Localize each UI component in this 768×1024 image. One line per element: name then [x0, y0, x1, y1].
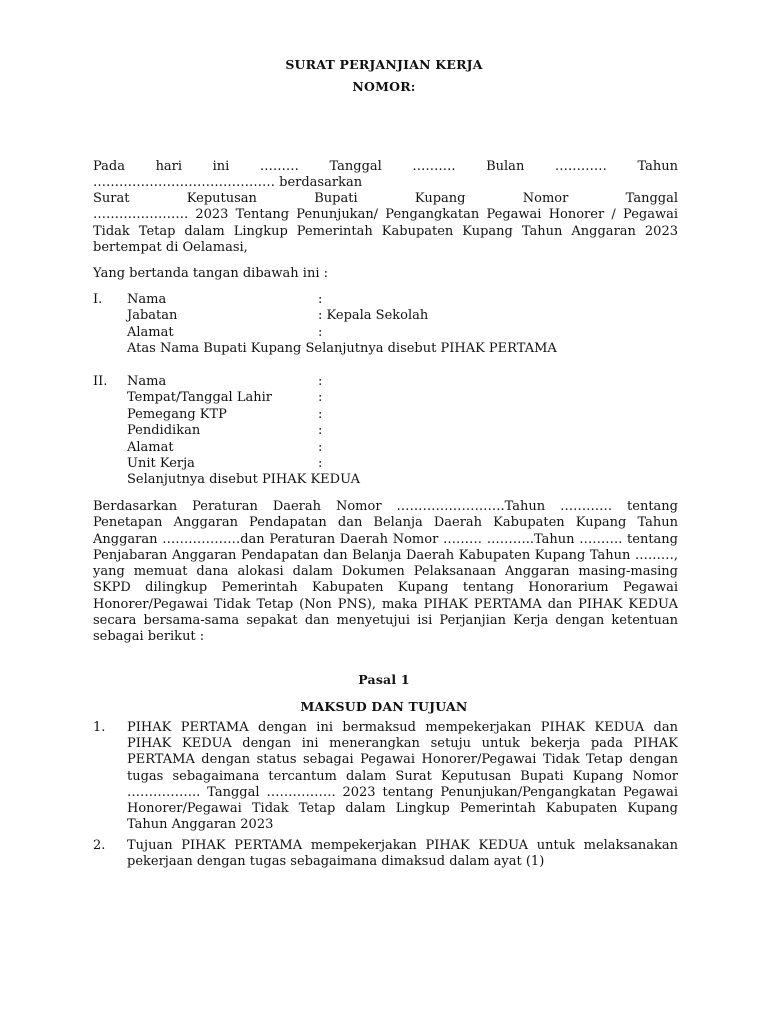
party-one-name-value: :	[318, 292, 323, 307]
article-item-2-number: 2.	[93, 838, 106, 853]
party-two-closing: Selanjutnya disebut PIHAK KEDUA	[127, 472, 361, 487]
party-two-ktp-label: Pemegang KTP	[127, 407, 227, 422]
party-one-address-label: Alamat	[127, 325, 174, 340]
opening-line-2: …………………………………… berdasarkan	[93, 175, 363, 190]
party-two-ktp-value: :	[318, 407, 323, 422]
party-one-numeral: I.	[93, 292, 103, 307]
party-one-name-label: Nama	[127, 292, 167, 307]
party-two-address-value: :	[318, 440, 323, 455]
party-two-birth-value: :	[318, 390, 323, 405]
party-two-name-label: Nama	[127, 374, 167, 389]
article-item-2-text: Tujuan PIHAK PERTAMA mempekerjakan PIHAK KEDUA untuk melaksanakan pekerjaan dengan tugas sebagaimana dimaksud dalam ayat (1)	[127, 838, 678, 870]
party-two-unit-label: Unit Kerja	[127, 456, 195, 471]
party-two-numeral: II.	[93, 374, 108, 389]
party-two-name-value: :	[318, 374, 323, 389]
party-two-birth-label: Tempat/Tanggal Lahir	[127, 390, 272, 405]
article-item-1-number: 1.	[93, 720, 106, 735]
party-one-address-value: :	[318, 325, 323, 340]
document-title: SURAT PERJANJIAN KERJA	[285, 57, 483, 72]
document-number: NOMOR:	[352, 79, 416, 94]
party-two-education-value: :	[318, 423, 323, 438]
basis-paragraph: Berdasarkan Peraturan Daerah Nomor …………………….Tahun ………… tentang Penetapan Anggaran Pendapatan dan Belanja Daerah Kabupaten Kupang Tahun Anggaran ………………dan Peraturan Daerah Nomor ……… ………..Tahun ………. tentang Penjabaran Anggaran Pendapatan dan Belanja Daerah Kabupaten Kupang Tahun ………, yang memuat dana alokasi dalam Dokumen Pelaksanaan Anggaran masing-masing SKPD dilingkup Pemerintah Kabupaten Kupang tentang Honorarium Pegawai Honorer/Pegawai Tidak Tetap (Non PNS), maka PIHAK PERTAMA dan PIHAK KEDUA secara bersama-sama sepakat dan menyetujui isi Perjanjian Kerja dengan ketentuan sebagai berikut :	[93, 499, 678, 645]
opening-line-3: Surat Keputusan Bupati Kupang Nomor Tanggal	[93, 191, 678, 206]
party-two-unit-value: :	[318, 456, 323, 471]
opening-line-1: Pada hari ini ……… Tanggal ………. Bulan ………… Tahun	[93, 159, 678, 174]
signatory-intro: Yang bertanda tangan dibawah ini :	[93, 266, 328, 281]
article-number: Pasal 1	[358, 672, 410, 687]
article-item-1-text: PIHAK PERTAMA dengan ini bermaksud mempekerjakan PIHAK KEDUA dan PIHAK KEDUA dengan ini menerangkan setuju untuk bekerja pada PIHAK PERTAMA dengan status sebagai Pegawai Honorer/Pegawai Tidak Tetap dengan tugas sebagaimana tercantum dalam Surat Keputusan Bupati Kupang Nomor …………….. Tanggal ……………. 2023 tentang Penunjukan/Pengangkatan Pegawai Honorer/Pegawai Tidak Tetap dalam Lingkup Pemerintah Kabupaten Kupang Tahun Anggaran 2023	[127, 720, 678, 833]
opening-paragraph: …………………. 2023 Tentang Penunjukan/ Pengangkatan Pegawai Honorer / Pegawai Tidak Tetap dalam Lingkup Pemerintah Kabupaten Kupang Tahun Anggaran 2023 bertempat di Oelamasi,	[93, 207, 678, 255]
party-two-address-label: Alamat	[127, 440, 174, 455]
party-one-closing: Atas Nama Bupati Kupang Selanjutnya disebut PIHAK PERTAMA	[127, 341, 557, 356]
party-one-position-value: : Kepala Sekolah	[318, 308, 429, 323]
party-two-education-label: Pendidikan	[127, 423, 201, 438]
party-one-position-label: Jabatan	[127, 308, 178, 323]
article-heading: MAKSUD DAN TUJUAN	[300, 699, 468, 714]
